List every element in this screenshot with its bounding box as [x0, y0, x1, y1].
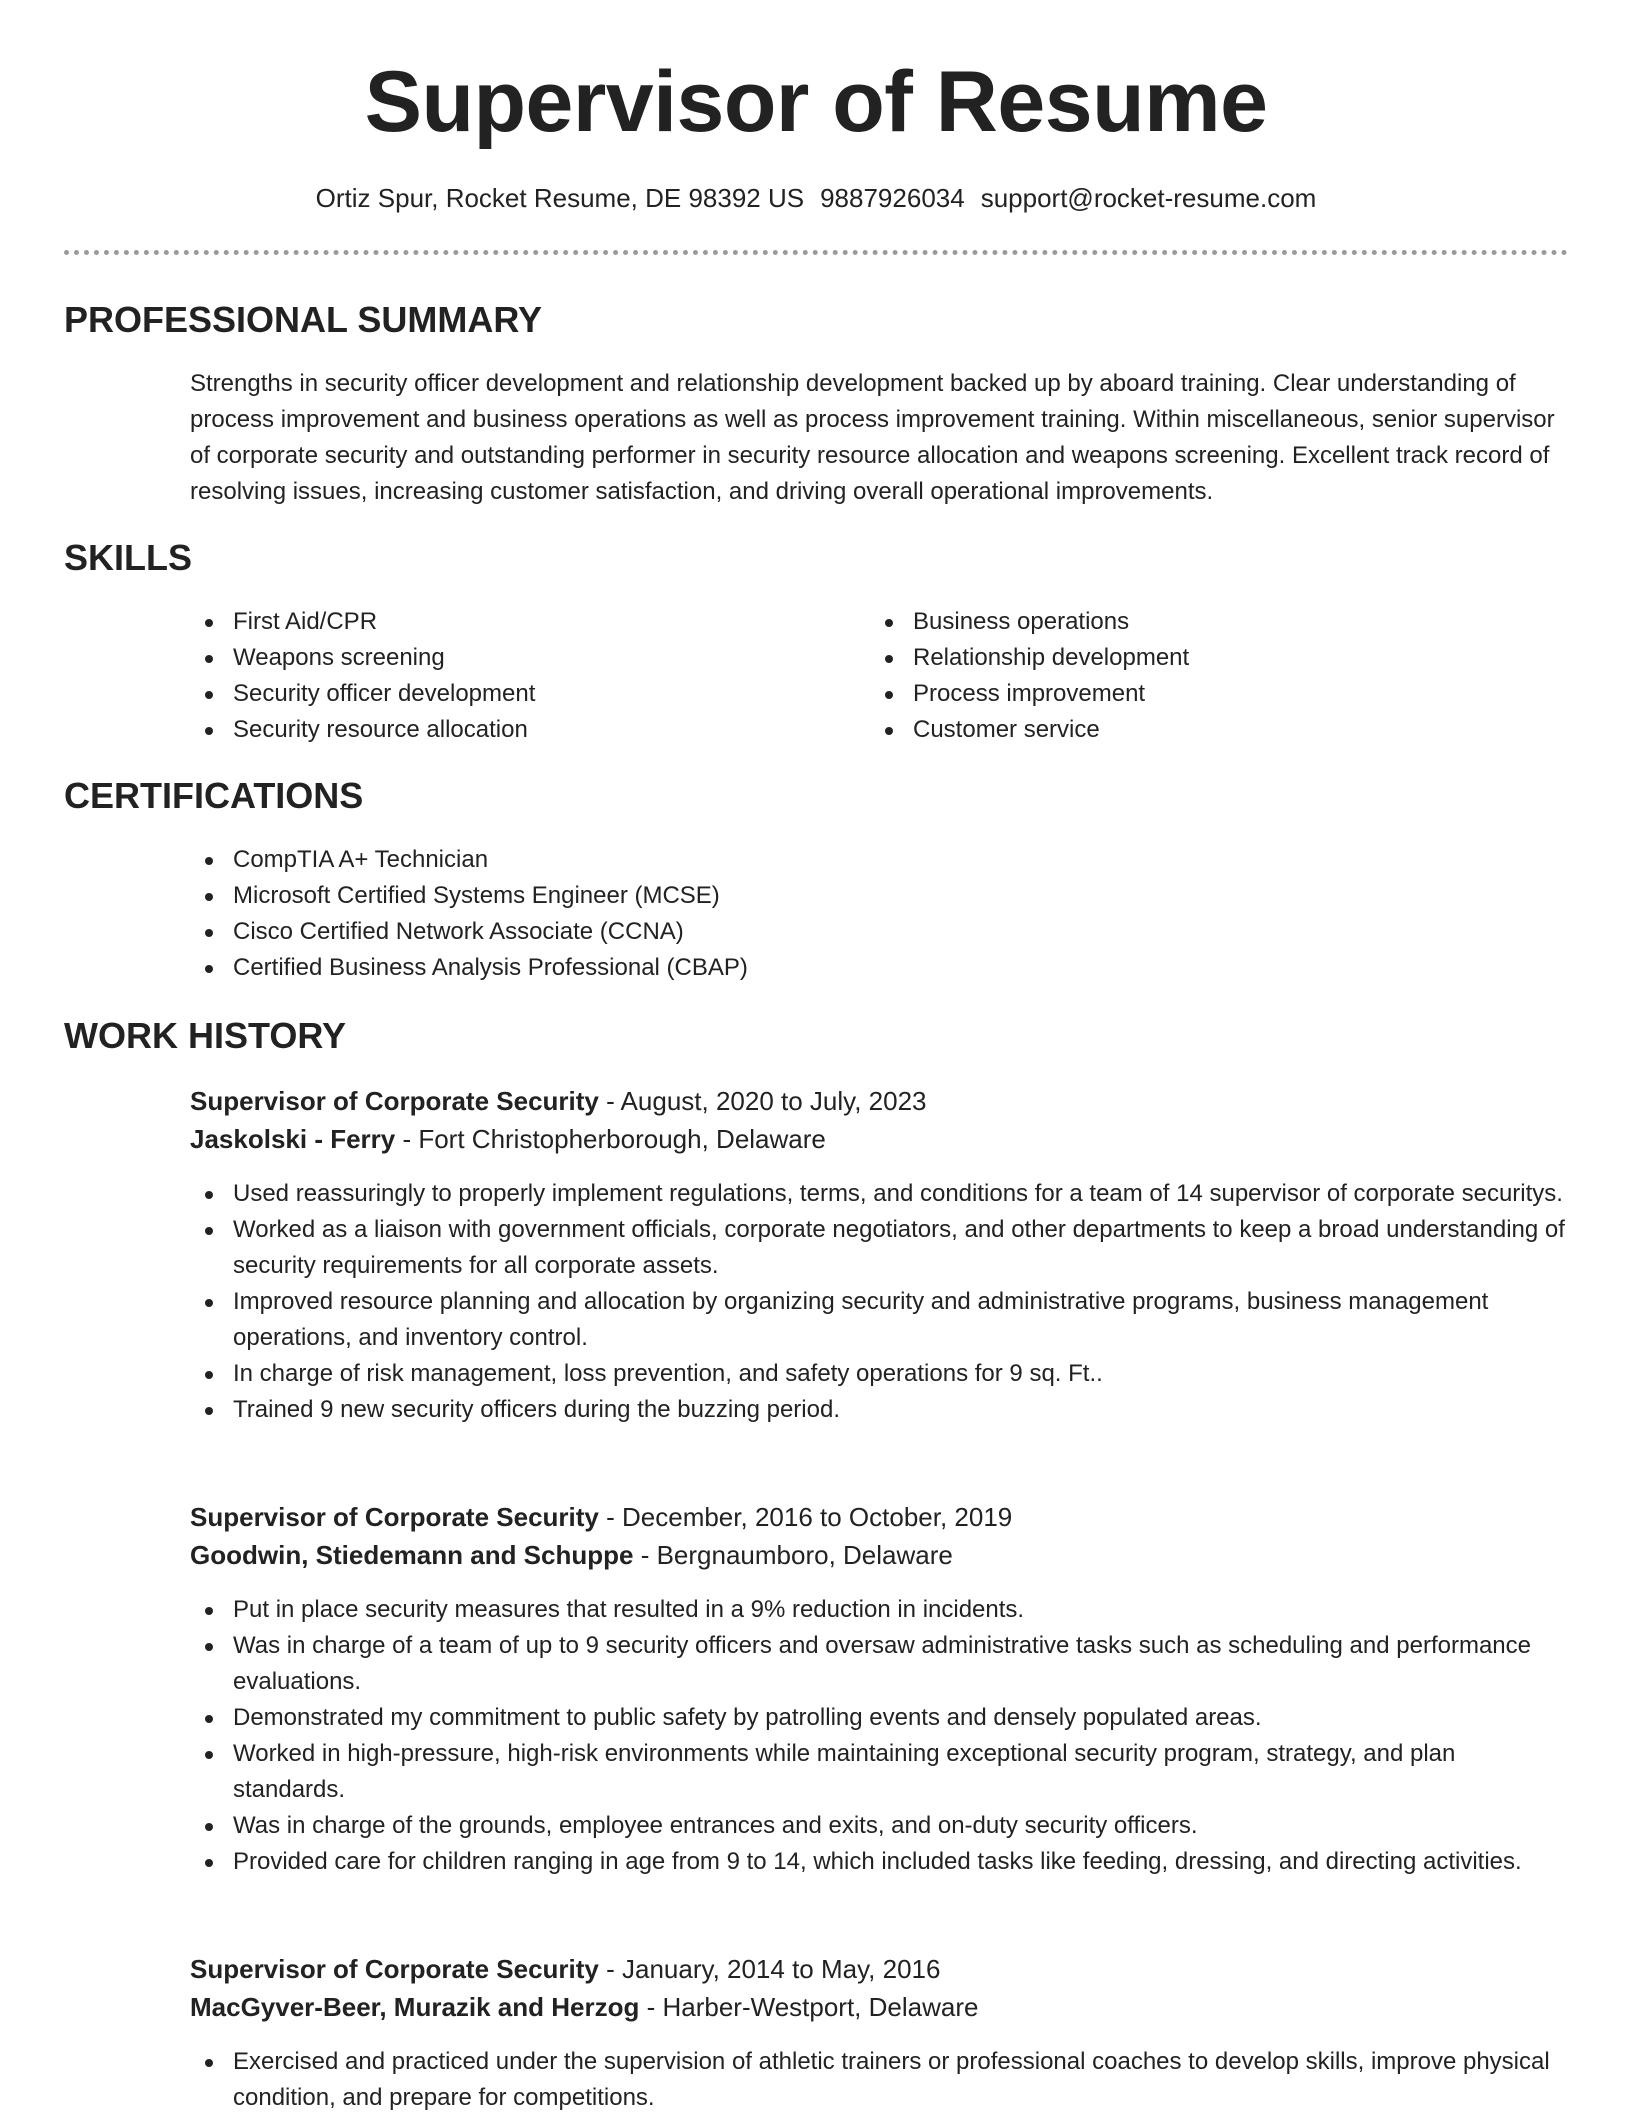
work-history-heading: WORK HISTORY [64, 1015, 347, 1056]
job-location: - Bergnaumboro, Delaware [633, 1540, 953, 1570]
list-item: Improved resource planning and allocation by organizing security and administrative programs, business management operations, and inventory control. [190, 1284, 1570, 1356]
list-item: Was in charge of a team of up to 9 security officers and oversaw administrative tasks such as scheduling and performance evaluations. [190, 1628, 1570, 1700]
job-company: Goodwin, Stiedemann and Schuppe [190, 1540, 634, 1570]
job-bullets [190, 2044, 1570, 2116]
list-item: Trained 9 new security officers during the buzzing period. [190, 1392, 1570, 1428]
list-item: Worked in high-pressure, high-risk environments while maintaining exceptional security program, strategy, and plan standards. [190, 1736, 1570, 1808]
job-role: Supervisor of Corporate Security [190, 1954, 599, 1984]
job-location: - Fort Christopherborough, Delaware [395, 1124, 826, 1154]
list-item: Exercised and practiced under the supervision of athletic trainers or professional coaches to develop skills, improve physical condition, and prepare for competitions. [190, 2044, 1570, 2116]
job-bullets [190, 1176, 1570, 1428]
summary-text: Strengths in security officer development and relationship development backed up by aboard training. Clear understanding of process improvement and business operations as well as process improvement training. Within miscellaneous, senior supervisor of corporate security and outstanding performer in security resource allocation and weapons screening. Excellent track record of resolving issues, increasing customer satisfaction, and driving overall operational improvements. [190, 370, 1555, 505]
header-divider [64, 250, 1568, 255]
list-item: Demonstrated my commitment to public safety by patrolling events and densely populated areas. [190, 1700, 1570, 1736]
job-title-line [190, 1950, 1570, 1988]
job-company-line [190, 1536, 1570, 1574]
contact-line [0, 180, 1632, 216]
contact-email: support@rocket-resume.com [980, 183, 1317, 213]
list-item: Process improvement [870, 676, 1510, 712]
job-bullets [190, 1592, 1570, 1880]
list-item: Provided care for children ranging in age from 9 to 14, which included tasks like feeding, dressing, and directing activities. [190, 1844, 1570, 1880]
list-item: Certified Business Analysis Professional (CBAP) [190, 950, 1390, 986]
certifications-heading: CERTIFICATIONS [64, 775, 364, 816]
job-title-line [190, 1498, 1570, 1536]
job-company-line [190, 1120, 1570, 1158]
job-company: MacGyver-Beer, Murazik and Herzog [190, 1992, 640, 2022]
list-item: Cisco Certified Network Associate (CCNA) [190, 914, 1390, 950]
summary-heading: PROFESSIONAL SUMMARY [64, 299, 543, 340]
job-title-line [190, 1082, 1570, 1120]
skills-heading: SKILLS [64, 537, 193, 578]
job-dates: - August, 2020 to July, 2023 [598, 1086, 927, 1116]
skills-list-left [190, 604, 830, 748]
job-dates: - January, 2014 to May, 2016 [598, 1954, 941, 1984]
job-role: Supervisor of Corporate Security [190, 1086, 599, 1116]
contact-phone: 9887926034 [820, 183, 965, 213]
list-item: Weapons screening [190, 640, 830, 676]
certifications-list [190, 842, 1390, 986]
list-item: Security officer development [190, 676, 830, 712]
list-item: Put in place security measures that resulted in a 9% reduction in incidents. [190, 1592, 1570, 1628]
contact-address: Ortiz Spur, Rocket Resume, DE 98392 US [315, 183, 805, 213]
job-dates: - December, 2016 to October, 2019 [598, 1502, 1013, 1532]
list-item: Relationship development [870, 640, 1510, 676]
skills-list-right [870, 604, 1510, 748]
job-company-line [190, 1988, 1570, 2026]
list-item: Security resource allocation [190, 712, 830, 748]
list-item: Was in charge of the grounds, employee entrances and exits, and on-duty security officers. [190, 1808, 1570, 1844]
list-item: Microsoft Certified Systems Engineer (MCSE) [190, 878, 1390, 914]
list-item: Used reassuringly to properly implement regulations, terms, and conditions for a team of 14 supervisor of corporate securitys. [190, 1176, 1570, 1212]
list-item: First Aid/CPR [190, 604, 830, 640]
job-role: Supervisor of Corporate Security [190, 1502, 599, 1532]
job-location: - Harber-Westport, Delaware [639, 1992, 979, 2022]
list-item: CompTIA A+ Technician [190, 842, 1390, 878]
job-company: Jaskolski - Ferry [190, 1124, 396, 1154]
list-item: Customer service [870, 712, 1510, 748]
list-item: Worked as a liaison with government officials, corporate negotiators, and other departments to keep a broad understanding of security requirements for all corporate assets. [190, 1212, 1570, 1284]
list-item: In charge of risk management, loss prevention, and safety operations for 9 sq. Ft.. [190, 1356, 1570, 1392]
resume-name: Supervisor of Resume [364, 54, 1268, 150]
list-item: Business operations [870, 604, 1510, 640]
